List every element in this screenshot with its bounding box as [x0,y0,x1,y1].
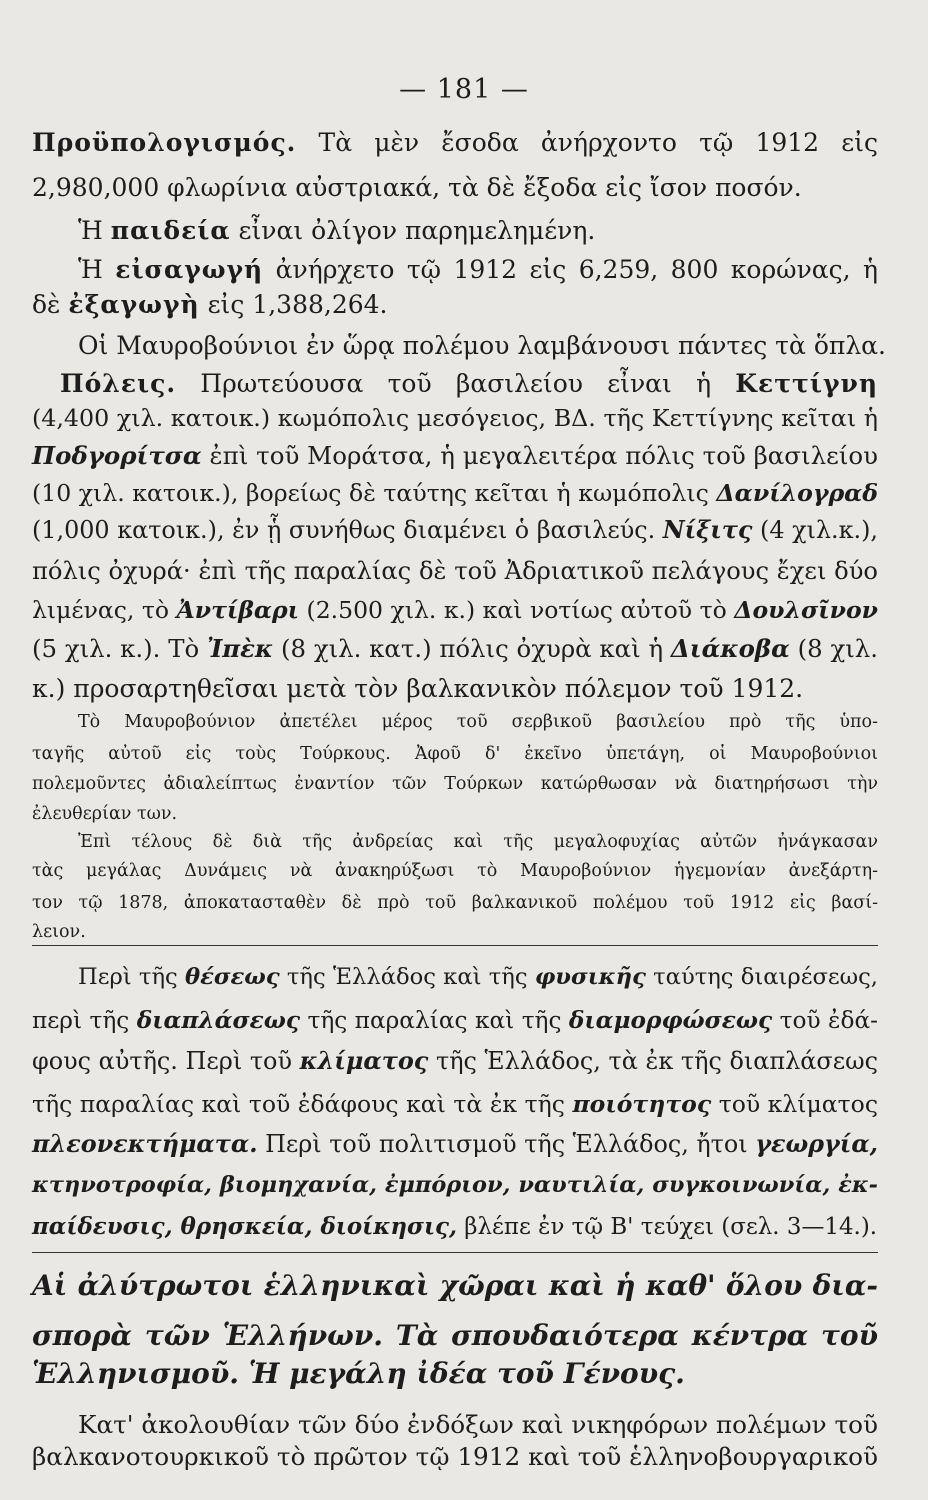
body-line [60,369,878,399]
text-segment: τοῦ κλίματος [711,1090,878,1118]
section-line [32,1129,878,1159]
text-segment: Κεττίγνη [735,369,878,398]
text-segment: Περὶ τοῦ πολιτισμοῦ τῆς Ἑλλάδος, ἤτοι [257,1130,756,1158]
text-segment: φυσικῆς [534,964,646,990]
body-line [78,255,878,285]
body-line [32,515,878,545]
text-segment: παιδεία [110,216,231,245]
chapter-heading: Αἱ ἀλύτρωτοι ἑλληνικαὶ χῶραι καὶ ἡ καθ' ὅλου δια- [32,1269,878,1302]
text-segment: ποιότητος [572,1090,712,1118]
text-segment: Περὶ τῆς [78,964,185,990]
text-segment: (4,400 χιλ. κατοικ.) κωμόπολις μεσόγειος, ΒΔ. τῆς Κεττίγνης κεῖται ἡ [32,404,878,432]
text-segment: διαμορφώσεως [568,1007,773,1034]
text-segment: εἰσαγωγή [115,255,264,284]
text-segment: θέσεως [184,964,280,990]
body-line [32,173,878,203]
body-line: βαλκανοτουρκικοῦ τὸ πρῶτον τῷ 1912 καὶ τοῦ ἑλληνοβουργαρικοῦ [32,1442,878,1471]
text-segment: Νίξιτς [662,516,753,544]
body-line [32,595,878,625]
note-line: λειον. [32,922,86,942]
text-segment: λιμένας, τὸ [32,596,177,624]
text-segment: κτηνοτροφία, βιομηχανία, ἐμπόριον, ναυτιλία, συγκοινωνία, ἐκ- [32,1172,878,1198]
text-segment: 2,980,000 φλωρίνια αὐστριακά, τὰ δὲ ἔξοδα εἰς ἴσον ποσόν. [32,173,802,202]
text-segment: ἀνήρχετο τῷ 1912 εἰς 6,259, 800 κορώνας, ἡ [263,255,878,284]
note-line: τὰς μεγάλας Δυνάμεις νὰ ἀνακηρύξωσι τὸ Μαυροβούνιον ἡγεμονίαν ἀνεξάρτη- [32,861,878,881]
text-segment: κλίματος [299,1047,429,1075]
text-segment: τοῦ ἐδά- [772,1007,878,1034]
text-segment: Τὰ μὲν ἔσοδα ἀνήρχοντο τῷ 1912 εἰς [296,128,878,157]
body-line [78,216,924,246]
section-line [32,1170,878,1200]
body-line [32,128,878,158]
text-segment: Ἡ [78,216,111,245]
text-segment: εἶναι ὀλίγον παρημελημένη. [230,216,596,245]
text-segment: τῆς παραλίας καὶ τῆς [300,1007,569,1034]
text-segment: διαπλάσεως [136,1007,301,1034]
text-segment: Πρωτεύουσα τοῦ βασιλείου εἶναι ἡ [176,369,736,398]
section-line [32,1006,878,1036]
text-segment: πόλις ὀχυρά· ἐπὶ τῆς παραλίας δὲ τοῦ Ἀδριατικοῦ πελάγους ἔχει δύο [32,557,878,585]
text-segment: Δανίλογραδ [716,479,879,507]
text-segment: γεωργία, [755,1130,878,1158]
note-line: Ἐπὶ τέλους δὲ διὰ τῆς ἀνδρείας καὶ τῆς μεγαλοφυχίας αὐτῶν ἠνάγκασαν [78,832,878,852]
section-line [32,1212,878,1242]
chapter-heading: σπορὰ τῶν Ἑλλήνων. Τὰ σπουδαιότερα κέντρα τοῦ [32,1319,878,1352]
text-segment: τῆς παραλίας καὶ τοῦ ἐδάφους καὶ τὰ ἐκ τῆς [32,1090,573,1118]
section-line [32,1089,878,1119]
text-segment: Πόλεις. [60,369,177,398]
text-segment: (1,000 κατοικ.), ἐν ᾗ συνήθως διαμένει ὁ βασιλεύς. [32,516,663,544]
body-line [32,290,878,320]
text-segment: περὶ τῆς [32,1007,137,1034]
text-segment: Προϋπολογισμός. [32,128,297,157]
body-line [32,556,878,586]
text-segment: (10 χιλ. κατοικ.), βορείως δὲ ταύτης κεῖται ἡ κωμόπολις [32,479,717,507]
note-line: τον τῷ 1878, ἀποκατασταθὲν δὲ πρὸ τοῦ βαλκανικοῦ πολέμου τοῦ 1912 εἰς βασί- [32,893,878,913]
chapter-heading: Ἑλληνισμοῦ. Ἡ μεγάλη ἰδέα τοῦ Γένους. [32,1357,685,1390]
text-segment: ἐπὶ τοῦ Μοράτσα, ἡ μεγαλειτέρα πόλις τοῦ βασιλείου [201,441,878,470]
text-segment: (4 χιλ.κ.), [752,516,878,544]
body-line [32,674,878,704]
body-line [32,478,878,508]
body-line: Κατ' ἀκολουθίαν τῶν δύο ἐνδόξων καὶ νικηφόρων πολέμων τοῦ [78,1410,879,1439]
note-line: ταγῆς αὐτοῦ εἰς τοὺς Τούρκους. Ἀφοῦ δ' ἐκεῖνο ὑπετάγη, οἱ Μαυροβούνιοι [32,744,878,764]
text-segment: (5 χιλ. κ.). Τὸ [32,634,207,663]
text-segment: δὲ [32,290,69,319]
text-segment: (8 χιλ. [789,634,878,663]
note-line: πολεμοῦντες ἀδιαλείπτως ἐναντίον τῶν Τούρκων κατώρθωσαν νὰ διατηρήσωσι τὴν [32,774,878,794]
text-segment: φους αὐτῆς. Περὶ τοῦ [32,1047,300,1075]
text-segment: Ἰπὲκ [206,634,274,663]
body-line [78,331,924,361]
text-segment: Διάκοβα [670,634,790,663]
text-segment: Ποδγορίτσα [32,441,202,470]
text-segment: βλέπε ἐν τῷ Β' τεύχει (σελ. 3—14.). [456,1214,878,1240]
text-segment: ταύτης διαιρέσεως, [645,964,878,990]
text-segment: εἰς 1,388,264. [199,290,388,319]
body-line [32,403,878,433]
text-segment: Ἀντίβαρι [176,596,300,624]
divider [32,945,878,946]
divider [32,1252,878,1253]
section-line [32,1046,878,1076]
text-segment: (2.500 χιλ. κ.) καὶ νοτίως αὐτοῦ τὸ [299,596,735,624]
text-segment: τῆς Ἑλλάδος, τὰ ἐκ τῆς διαπλάσεως [428,1047,878,1075]
body-line [32,441,878,471]
text-segment: (8 χιλ. κατ.) πόλις ὀχυρὰ καὶ ἡ [273,634,671,663]
text-segment: ἐξαγωγὴ [68,290,200,319]
body-line [32,634,878,664]
text-segment: πλεονεκτήματα. [32,1130,258,1158]
text-segment: Οἱ Μαυροβούνιοι ἐν ὥρᾳ πολέμου λαμβάνουσι πάντες τὰ ὅπλα. [78,331,886,360]
text-segment: κ.) προσαρτηθεῖσαι μετὰ τὸν βαλκανικὸν πόλεμον τοῦ 1912. [32,674,804,703]
text-segment: παίδευσις, θρησκεία, διοίκησις, [32,1213,457,1240]
section-line [78,962,878,992]
page-number: — 181 — [399,74,529,105]
text-segment: τῆς Ἑλλάδος καὶ τῆς [279,964,535,990]
text-segment: Ἡ [78,255,116,284]
text-segment: Δουλσῖνον [734,596,878,624]
note-line: ἐλευθερίαν των. [32,804,178,824]
note-line: Τὸ Μαυροβούνιον ἀπετέλει μέρος τοῦ σερβικοῦ βασιλείου πρὸ τῆς ὑπο- [78,712,878,732]
